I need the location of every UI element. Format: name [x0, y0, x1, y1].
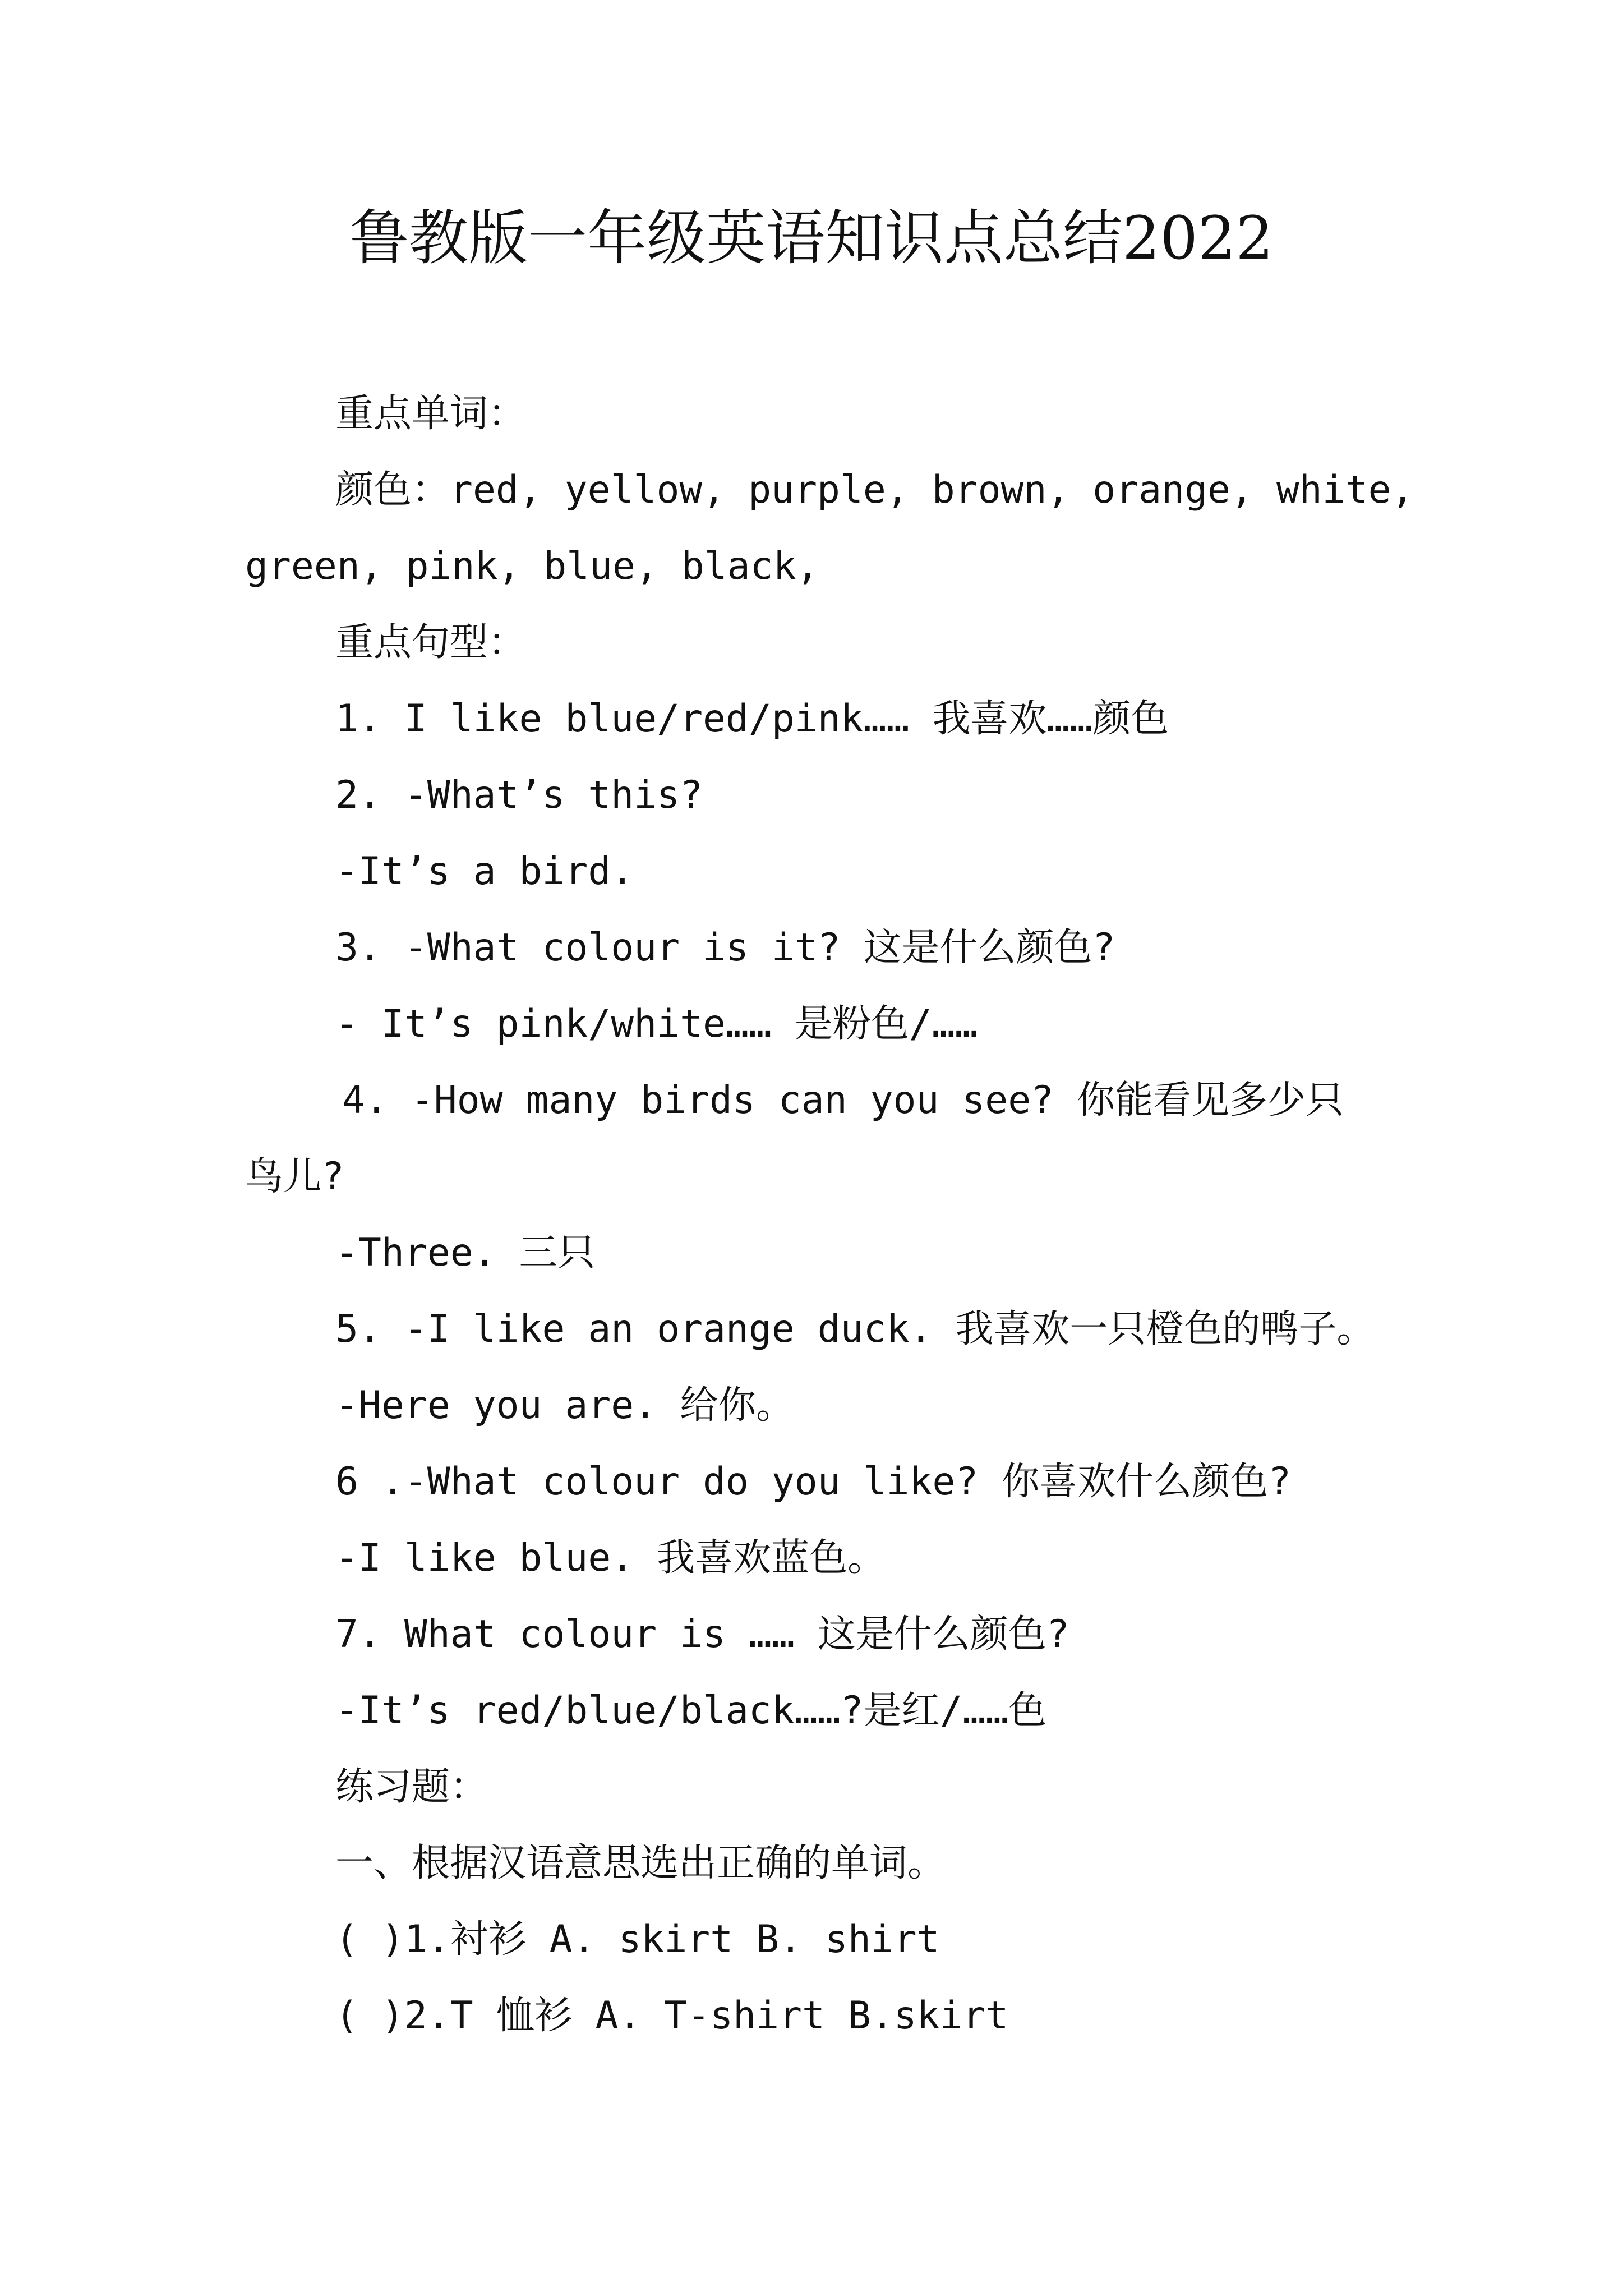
- sentence-4-question-end: 鸟儿?: [245, 1154, 344, 1199]
- sentence-1: 1. I like blue/red/pink…… 我喜欢……颜色: [335, 697, 1169, 741]
- exercise-item-1: ( )1.衬衫 A. skirt B. shirt: [335, 1917, 940, 1962]
- sentence-6-answer: -I like blue. 我喜欢蓝色。: [335, 1536, 886, 1580]
- sentence-7-question: 7. What colour is …… 这是什么颜色?: [335, 1612, 1069, 1657]
- sentence-2-answer: -It’s a bird.: [335, 849, 634, 894]
- sentence-3-question: 3. -What colour is it? 这是什么颜色?: [335, 926, 1115, 970]
- sentence-2-question: 2. -What’s this?: [335, 773, 703, 817]
- exercise-section-1: 一、根据汉语意思选出正确的单词。: [335, 1841, 946, 1885]
- colors-line: 颜色：red, yellow, purple, brown, orange, white,: [335, 468, 1414, 512]
- exercise-item-2: ( )2.T 恤衫 A. T-shirt B.skirt: [335, 1994, 1009, 2038]
- colors-line-continued: green, pink, blue, black,: [245, 544, 819, 588]
- sentence-4-answer: -Three. 三只: [335, 1231, 596, 1275]
- sentence-5-question: 5. -I like an orange duck. 我喜欢一只橙色的鸭子。: [335, 1307, 1375, 1351]
- heading-key-sentences: 重点句型：: [335, 620, 527, 665]
- sentence-7-answer: -It’s red/blue/black……?是红/……色: [335, 1688, 1047, 1733]
- sentence-5-answer: -Here you are. 给你。: [335, 1383, 795, 1428]
- document-title: 鲁教版一年级英语知识点总结2022: [349, 204, 1274, 273]
- heading-exercises: 练习题：: [335, 1765, 488, 1809]
- sentence-6-question: 6 .-What colour do you like? 你喜欢什么颜色?: [335, 1460, 1292, 1504]
- heading-key-words: 重点单词：: [335, 392, 527, 436]
- sentence-3-answer: - It’s pink/white…… 是粉色/……: [335, 1002, 978, 1046]
- sentence-4-question: 4. -How many birds can you see? 你能看见多少只: [342, 1078, 1344, 1122]
